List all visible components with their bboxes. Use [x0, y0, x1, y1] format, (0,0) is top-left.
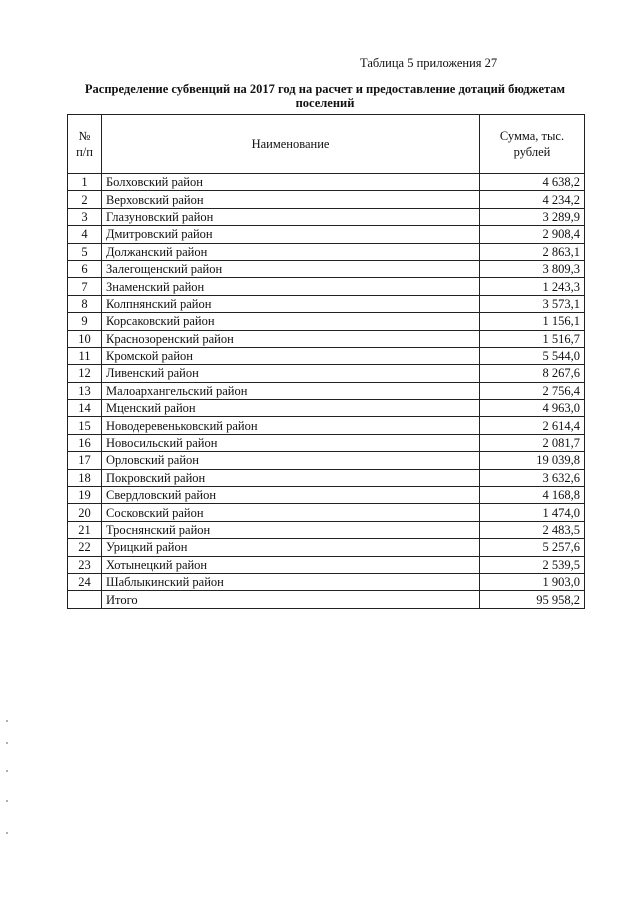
table-row [68, 174, 585, 191]
margin-mark [6, 800, 8, 802]
row-sum: 1 903,0 [480, 573, 585, 590]
margin-mark [6, 770, 8, 772]
row-sum: 4 638,2 [480, 174, 585, 191]
total-label: Итого [102, 591, 480, 608]
row-num: 3 [68, 208, 102, 225]
header-sum: Сумма, тыс. рублей [480, 115, 585, 174]
row-num: 13 [68, 382, 102, 399]
row-name: Хотынецкий район [102, 556, 480, 573]
table-row [68, 400, 585, 417]
row-sum: 2 081,7 [480, 434, 585, 451]
row-num: 18 [68, 469, 102, 486]
row-name: Свердловский район [102, 487, 480, 504]
margin-mark [6, 832, 8, 834]
subventions-table [67, 114, 585, 609]
row-sum: 2 539,5 [480, 556, 585, 573]
row-num: 21 [68, 521, 102, 538]
table-row [68, 260, 585, 277]
row-sum: 1 156,1 [480, 313, 585, 330]
row-num: 9 [68, 313, 102, 330]
row-name: Знаменский район [102, 278, 480, 295]
row-num: 8 [68, 295, 102, 312]
table-row [68, 469, 585, 486]
annex-label: Таблица 5 приложения 27 [360, 56, 498, 70]
row-name: Ливенский район [102, 365, 480, 382]
row-name: Покровский район [102, 469, 480, 486]
row-sum: 3 289,9 [480, 208, 585, 225]
table-row [68, 504, 585, 521]
row-sum: 1 474,0 [480, 504, 585, 521]
row-num: 6 [68, 260, 102, 277]
row-name: Троснянский район [102, 521, 480, 538]
row-num: 24 [68, 573, 102, 590]
row-num: 23 [68, 556, 102, 573]
table-row [68, 365, 585, 382]
row-name: Сосковский район [102, 504, 480, 521]
row-name: Малоархангельский район [102, 382, 480, 399]
table-row [68, 452, 585, 469]
table-row [68, 208, 585, 225]
row-name: Новодеревеньковский район [102, 417, 480, 434]
table-row [68, 521, 585, 538]
table-row [68, 313, 585, 330]
table-row [68, 347, 585, 364]
row-sum: 2 863,1 [480, 243, 585, 260]
row-num: 16 [68, 434, 102, 451]
table-header-row [68, 115, 585, 174]
row-sum: 4 963,0 [480, 400, 585, 417]
header-num: № п/п [68, 115, 102, 174]
row-name: Краснозоренский район [102, 330, 480, 347]
row-sum: 1 516,7 [480, 330, 585, 347]
row-name: Должанский район [102, 243, 480, 260]
row-num: 19 [68, 487, 102, 504]
row-name: Колпнянский район [102, 295, 480, 312]
table-row [68, 556, 585, 573]
row-sum: 2 756,4 [480, 382, 585, 399]
row-sum: 5 257,6 [480, 539, 585, 556]
table-row [68, 417, 585, 434]
row-name: Дмитровский район [102, 226, 480, 243]
row-sum: 2 614,4 [480, 417, 585, 434]
table-row [68, 573, 585, 590]
table-row [68, 330, 585, 347]
table-row [68, 226, 585, 243]
margin-mark [6, 720, 8, 722]
row-num: 4 [68, 226, 102, 243]
row-num: 10 [68, 330, 102, 347]
row-name: Корсаковский район [102, 313, 480, 330]
row-num: 1 [68, 174, 102, 191]
row-sum: 4 234,2 [480, 191, 585, 208]
table-row [68, 191, 585, 208]
header-name: Наименование [102, 115, 480, 174]
row-name: Верховский район [102, 191, 480, 208]
row-num: 7 [68, 278, 102, 295]
row-sum: 3 809,3 [480, 260, 585, 277]
row-name: Глазуновский район [102, 208, 480, 225]
row-num: 15 [68, 417, 102, 434]
margin-mark [6, 742, 8, 744]
row-sum: 1 243,3 [480, 278, 585, 295]
row-name: Шаблыкинский район [102, 573, 480, 590]
row-num: 12 [68, 365, 102, 382]
row-name: Орловский район [102, 452, 480, 469]
row-name: Кромской район [102, 347, 480, 364]
table-row [68, 278, 585, 295]
row-num: 5 [68, 243, 102, 260]
table-row [68, 295, 585, 312]
row-sum: 3 573,1 [480, 295, 585, 312]
row-sum: 8 267,6 [480, 365, 585, 382]
table-row [68, 243, 585, 260]
row-num: 11 [68, 347, 102, 364]
table-row [68, 382, 585, 399]
row-name: Болховский район [102, 174, 480, 191]
row-name: Новосильский район [102, 434, 480, 451]
row-num: 22 [68, 539, 102, 556]
row-num: 14 [68, 400, 102, 417]
row-num: 17 [68, 452, 102, 469]
row-sum: 2 483,5 [480, 521, 585, 538]
row-name: Залегощенский район [102, 260, 480, 277]
table-row [68, 434, 585, 451]
row-sum: 19 039,8 [480, 452, 585, 469]
row-num: 20 [68, 504, 102, 521]
table-row [68, 539, 585, 556]
total-sum: 95 958,2 [480, 591, 585, 608]
total-row [68, 591, 585, 608]
row-num: 2 [68, 191, 102, 208]
row-sum: 4 168,8 [480, 487, 585, 504]
total-num-cell [68, 591, 102, 608]
row-sum: 2 908,4 [480, 226, 585, 243]
document-title: Распределение субвенций на 2017 год на расчет и предоставление дотаций бюджетам поселений [84, 82, 566, 110]
row-sum: 5 544,0 [480, 347, 585, 364]
table-row [68, 487, 585, 504]
row-name: Мценский район [102, 400, 480, 417]
row-sum: 3 632,6 [480, 469, 585, 486]
row-name: Урицкий район [102, 539, 480, 556]
